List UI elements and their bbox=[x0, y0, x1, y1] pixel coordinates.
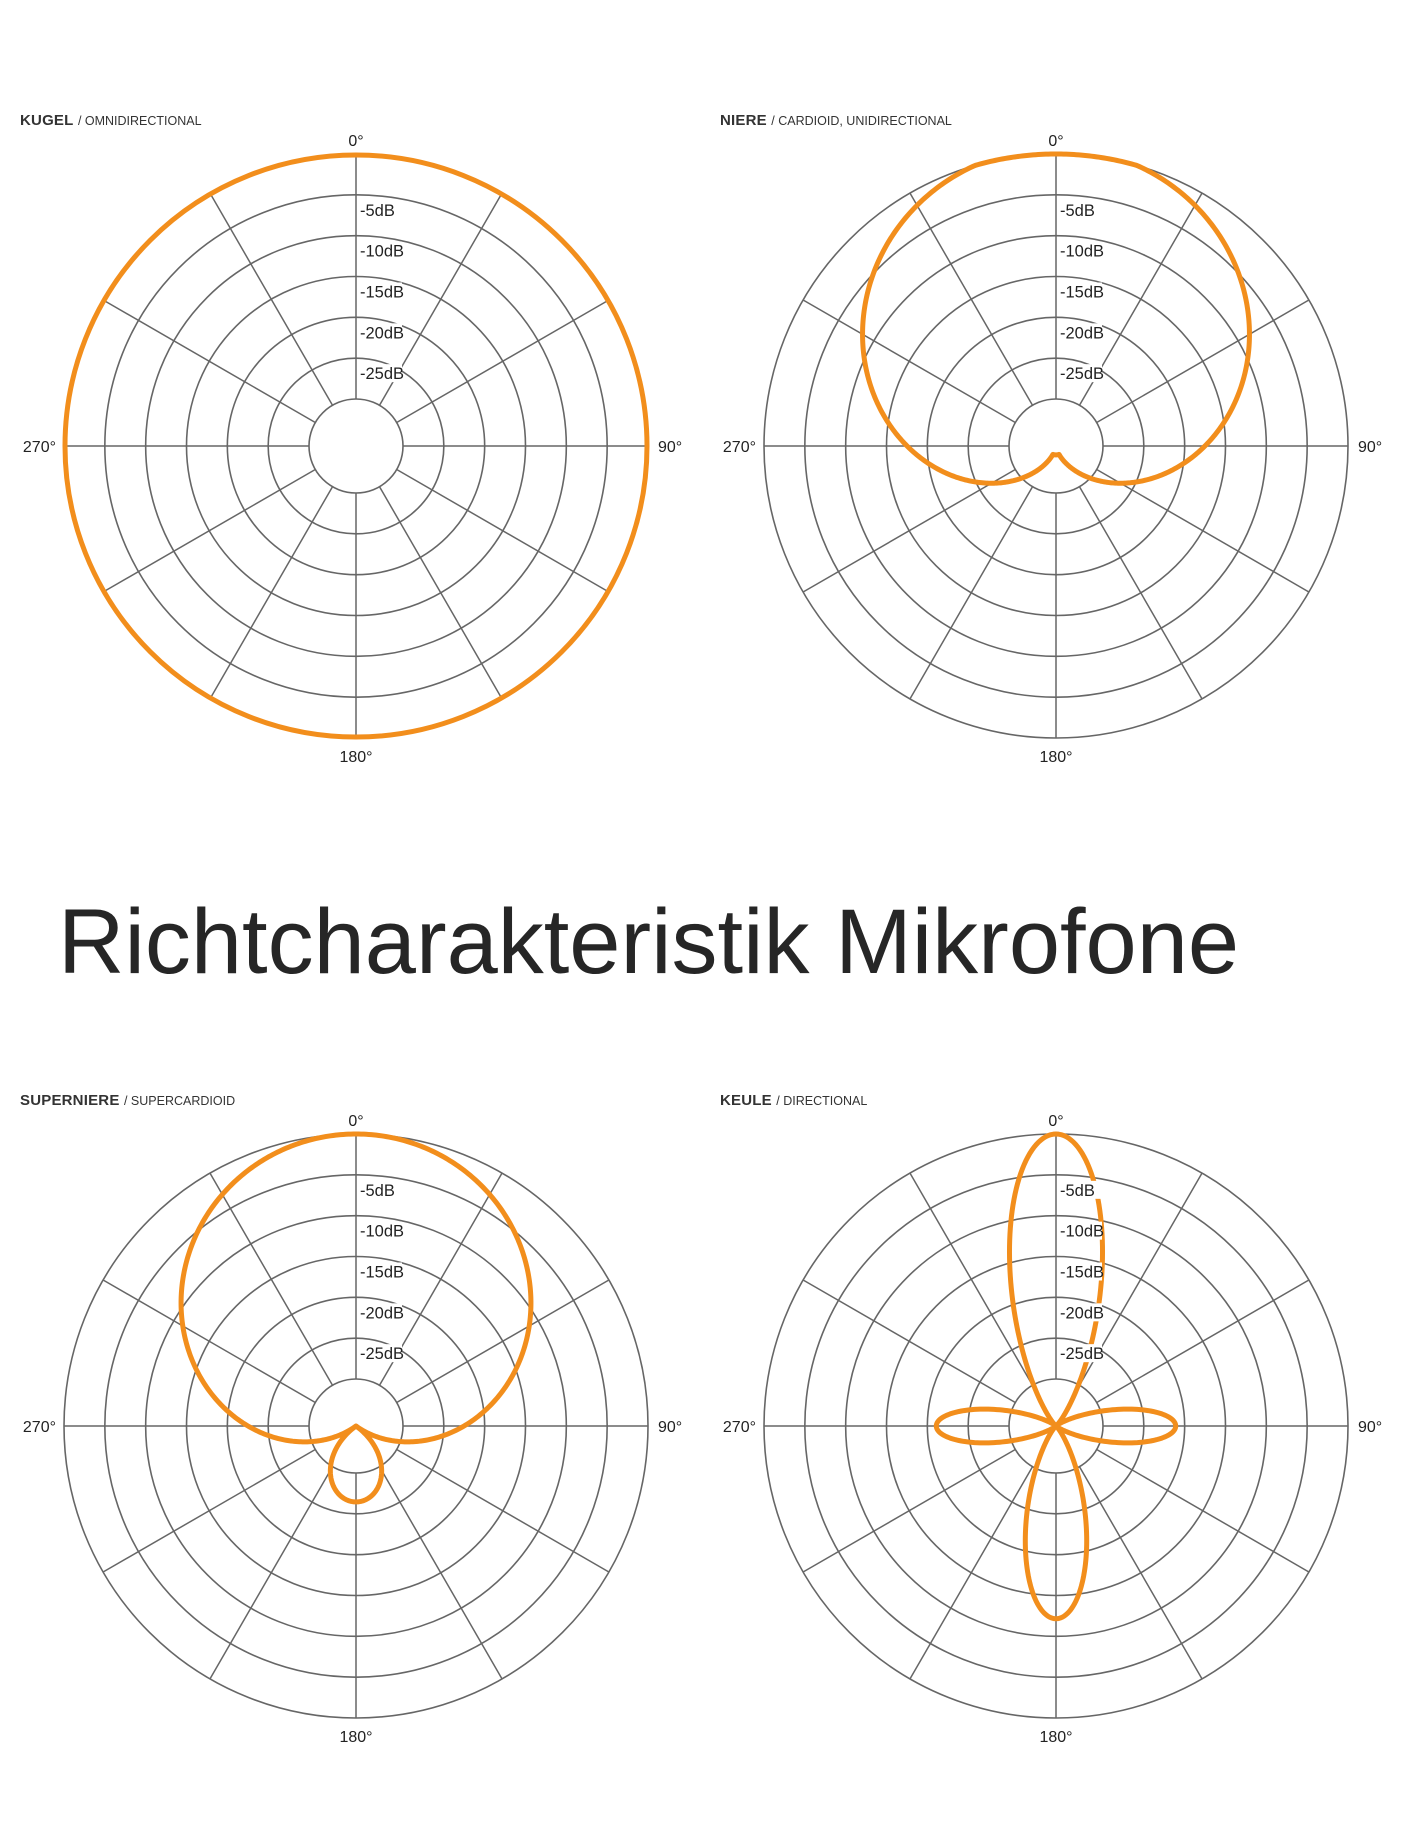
polar-chart-niere bbox=[700, 0, 1412, 766]
db-labels bbox=[358, 1181, 404, 1363]
polar-plot-superniere bbox=[0, 980, 712, 1746]
grid-spoke bbox=[210, 1173, 333, 1385]
db-label: -20dB bbox=[360, 324, 405, 343]
db-label: -5dB bbox=[1060, 1181, 1095, 1200]
db-label: -10dB bbox=[360, 242, 405, 261]
db-label: -5dB bbox=[360, 201, 395, 220]
chart-title-sub: / OMNIDIRECTIONAL bbox=[77, 114, 202, 128]
grid-spoke bbox=[210, 193, 333, 405]
grid-spoke bbox=[1097, 1280, 1309, 1403]
grid-spoke bbox=[803, 1280, 1015, 1403]
polar-plot-kugel bbox=[0, 0, 712, 766]
db-label: -15dB bbox=[1060, 283, 1105, 302]
angle-label-90: 90° bbox=[658, 1419, 683, 1436]
grid-spoke bbox=[397, 300, 609, 423]
grid-spoke bbox=[1080, 1467, 1203, 1679]
db-label: -25dB bbox=[1060, 365, 1105, 384]
grid-spoke bbox=[910, 1467, 1033, 1679]
grid-spoke bbox=[803, 300, 1015, 423]
chart-title-sub: / DIRECTIONAL bbox=[776, 1094, 868, 1108]
grid-spoke bbox=[397, 1280, 609, 1403]
grid-spoke bbox=[397, 1450, 609, 1573]
grid-spoke bbox=[103, 300, 315, 423]
grid-spoke bbox=[1097, 300, 1309, 423]
angle-label-180: 180° bbox=[339, 1729, 373, 1746]
angle-labels bbox=[723, 133, 1382, 766]
grid-spoke bbox=[397, 470, 609, 593]
polar-chart-keule bbox=[700, 980, 1412, 1746]
grid-spoke bbox=[380, 487, 503, 699]
grid-spoke bbox=[803, 1450, 1015, 1573]
polar-grid bbox=[764, 154, 1348, 738]
angle-label-0: 0° bbox=[348, 133, 364, 150]
grid-spoke bbox=[103, 1280, 315, 1403]
grid-spoke bbox=[1097, 470, 1309, 593]
db-label: -15dB bbox=[360, 1263, 405, 1282]
grid-spoke bbox=[1097, 1450, 1309, 1573]
db-labels bbox=[1058, 201, 1104, 383]
chart-title-sub: / CARDIOID, UNIDIRECTIONAL bbox=[771, 114, 952, 128]
angle-label-180: 180° bbox=[339, 749, 373, 766]
chart-title-sub: / SUPERCARDIOID bbox=[123, 1094, 236, 1108]
db-label: -10dB bbox=[1060, 242, 1105, 261]
db-label: -25dB bbox=[360, 365, 405, 384]
db-label: -5dB bbox=[360, 1181, 395, 1200]
angle-label-90: 90° bbox=[1358, 1419, 1383, 1436]
angle-label-270: 270° bbox=[22, 439, 56, 456]
db-label: -20dB bbox=[1060, 1304, 1105, 1323]
db-label: -10dB bbox=[360, 1222, 405, 1241]
grid-spoke bbox=[210, 487, 333, 699]
polar-plot-niere bbox=[700, 0, 1412, 766]
page-heading: Richtcharakteristik Mikrofone bbox=[58, 891, 1240, 993]
grid-spoke bbox=[210, 1467, 333, 1679]
db-label: -20dB bbox=[360, 1304, 405, 1323]
angle-label-270: 270° bbox=[722, 1419, 756, 1436]
angle-label-180: 180° bbox=[1039, 749, 1073, 766]
grid-spoke bbox=[1080, 487, 1203, 699]
chart-title-main: NIERE bbox=[720, 112, 767, 129]
grid-ring bbox=[309, 399, 403, 493]
grid-spoke bbox=[103, 470, 315, 593]
db-label: -15dB bbox=[360, 283, 405, 302]
polar-chart-kugel bbox=[0, 0, 712, 766]
grid-spoke bbox=[380, 1467, 503, 1679]
angle-label-270: 270° bbox=[722, 439, 756, 456]
chart-title-main: KUGEL bbox=[20, 112, 74, 129]
db-label: -25dB bbox=[1060, 1345, 1105, 1364]
db-label: -20dB bbox=[1060, 324, 1105, 343]
db-label: -10dB bbox=[1060, 1222, 1105, 1241]
db-labels bbox=[358, 201, 404, 383]
chart-title-main: KEULE bbox=[720, 1092, 772, 1109]
grid-spoke bbox=[103, 1450, 315, 1573]
db-label: -5dB bbox=[1060, 201, 1095, 220]
angle-label-270: 270° bbox=[22, 1419, 56, 1436]
db-label: -15dB bbox=[1060, 1263, 1105, 1282]
angle-label-0: 0° bbox=[1048, 1113, 1064, 1130]
angle-label-90: 90° bbox=[1358, 439, 1383, 456]
angle-label-0: 0° bbox=[348, 1113, 364, 1130]
grid-spoke bbox=[910, 193, 1033, 405]
grid-spoke bbox=[910, 487, 1033, 699]
chart-title-main: SUPERNIERE bbox=[20, 1092, 120, 1109]
angle-label-0: 0° bbox=[1048, 133, 1064, 150]
polar-plot-keule bbox=[700, 980, 1412, 1746]
angle-label-180: 180° bbox=[1039, 1729, 1073, 1746]
angle-label-90: 90° bbox=[658, 439, 683, 456]
grid-spoke bbox=[803, 470, 1015, 593]
polar-chart-superniere bbox=[0, 980, 712, 1746]
angle-labels bbox=[23, 133, 682, 766]
db-label: -25dB bbox=[360, 1345, 405, 1364]
